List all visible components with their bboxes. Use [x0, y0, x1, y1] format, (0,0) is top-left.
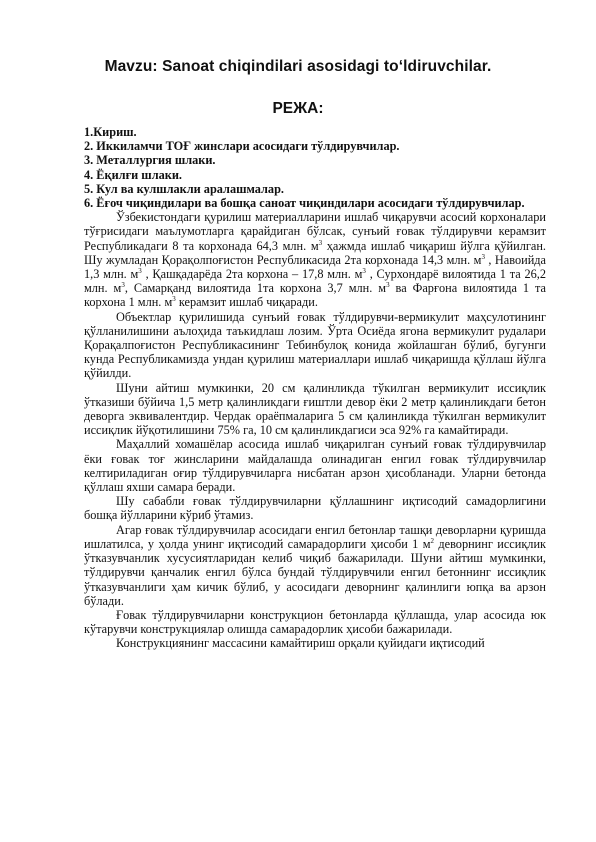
paragraph-vermiculite-insulation: Шуни айтиш мумкинки, 20 см қалинликда тўкилган вермикулит иссиқлик ўтказиши бўйича 1,5 метр қалинликдаги ғиштли девор ёки 2 метр қалинликдаги бетон деворга эквивалентдир. Чердак ораёпмаларига 5 см қалинликда тўкилган вермикулит иссиқлик йўқотилишини 75% га, 10 см қалинликдагиси эса 92% га камайтиради.: [84, 380, 546, 438]
toc-item-2: 2. Иккиламчи ТОҒ жинслари асосидаги тўлдирувчилар.: [84, 139, 400, 154]
toc-item-3: 3. Металлургия шлаки.: [84, 153, 216, 168]
paragraph-keramzit: Ўзбекистондаги қурилиш материалларини ишлаб чиқарувчи асосий корхоналари тўғрисидаги маълумотларга қарайдиган бўлсак, сунъий ғовак тўлдирувчи керамзит Республикадаги 8 та корхонада 64,3 млн. $м^3$ ҳажмда ишлаб чиқариш йўлга қўйилган. Шу жумладан Қорақолпоғистон Республикасида 2та корхонада 14,3 млн. $м^3$ , Навоийда 1,3 млн. $м^3$ , Қашқадарёда 2та корхона – 17,8 млн. $м^3$ , Сурхондарё вилоятида 1 та 26,2 млн. $м^3$, Самарқанд вилоятида 1та корхона 3,7 млн. $м^3$ ва Фарғона вилоятида 1 та корхона 1 млн. $м^3$ керамзит ишлаб чиқаради.: [84, 210, 547, 310]
paragraph-structural-concrete: Ғовак тўлдирувчиларни конструкцион бетонларда қўллашда, улар асосида юк кўтарувчи конструкциялар олишда самарадорлик ҳисоби бажарилади.: [84, 607, 546, 637]
paragraph-local-raw-materials: Маҳаллий хомашёлар асосида ишлаб чиқарилган сунъий ғовак тўлдирувчилар ёки ғовак тоғ жинсларини майдалашда олинадиган енгил ғовак тўлдирувчилар келтириладиган оғир тўлдирувчиларга нисбатан арзон ҳисобланади. Уларни бетонда қўллаш яхши самара беради.: [84, 437, 546, 495]
document-body: [84, 125, 546, 651]
document-title: Mavzu: Sanoat chiqindilari asosidagi to‘ldiruvchilar.: [104, 58, 492, 75]
paragraph-mass-reduction: Конструкциянинг массасини камайтириш орқали қуйидаги иқтисодий: [116, 636, 485, 651]
toc-item-4: 4. Ёқилғи шлаки.: [84, 167, 182, 182]
toc-item-1: 1.Кириш.: [84, 125, 137, 139]
paragraph-wall-calculation: Агар ғовак тўлдирувчилар асосидаги енгил бетонлар ташқи деворларни қуришда ишлатилса, у ҳолда унинг иқтисодий самарадорлиги ҳисоби 1 $м^2$ деворнинг иссиқлик ўтказувчанлик хусусиятларидан келиб чиқиб бажарилади. Шуни айтиш мумкинки, тўлдирувчи қанчалик енгил бўлса бундай тўлдирувчили енгил бетоннинг иссиқлик ўтказувчанлиги ҳам кичик бўлиб, у асосидаги деворнинг қалинлиги юпқа ва арзон бўлади.: [84, 522, 546, 608]
paragraph-economic-efficiency: Шу сабабли ғовак тўлдирувчиларни қўллашнинг иқтисодий самадорлигини бошқа йўлларини кўриб ўтамиз.: [84, 494, 546, 523]
toc-item-6: 6. Ёғоч чиқиндилари ва бошқа саноат чиқиндилари асосидаги тўлдирувчилар.: [84, 196, 525, 211]
toc-item-5: 5. Кул ва кулшлакли аралашмалар.: [84, 181, 284, 196]
plan-heading: РЕЖА:: [272, 100, 324, 117]
paragraph-vermiculite-usage: Объектлар қурилишида сунъий ғовак тўлдирувчи-вермикулит маҳсулотининг қўлланилишини аълоҳида таъкидлаш лозим. Ўрта Осиёда ягона вермикулит рудалари Қорақалпоғистон Республикасининг Тебинбулоқ конида жойлашган бўлиб, бугунги кунда Республикамизда ундан қурилиш материаллари ишлаб чиқаришда қўллаш йўлга қўйилди.: [84, 309, 546, 381]
